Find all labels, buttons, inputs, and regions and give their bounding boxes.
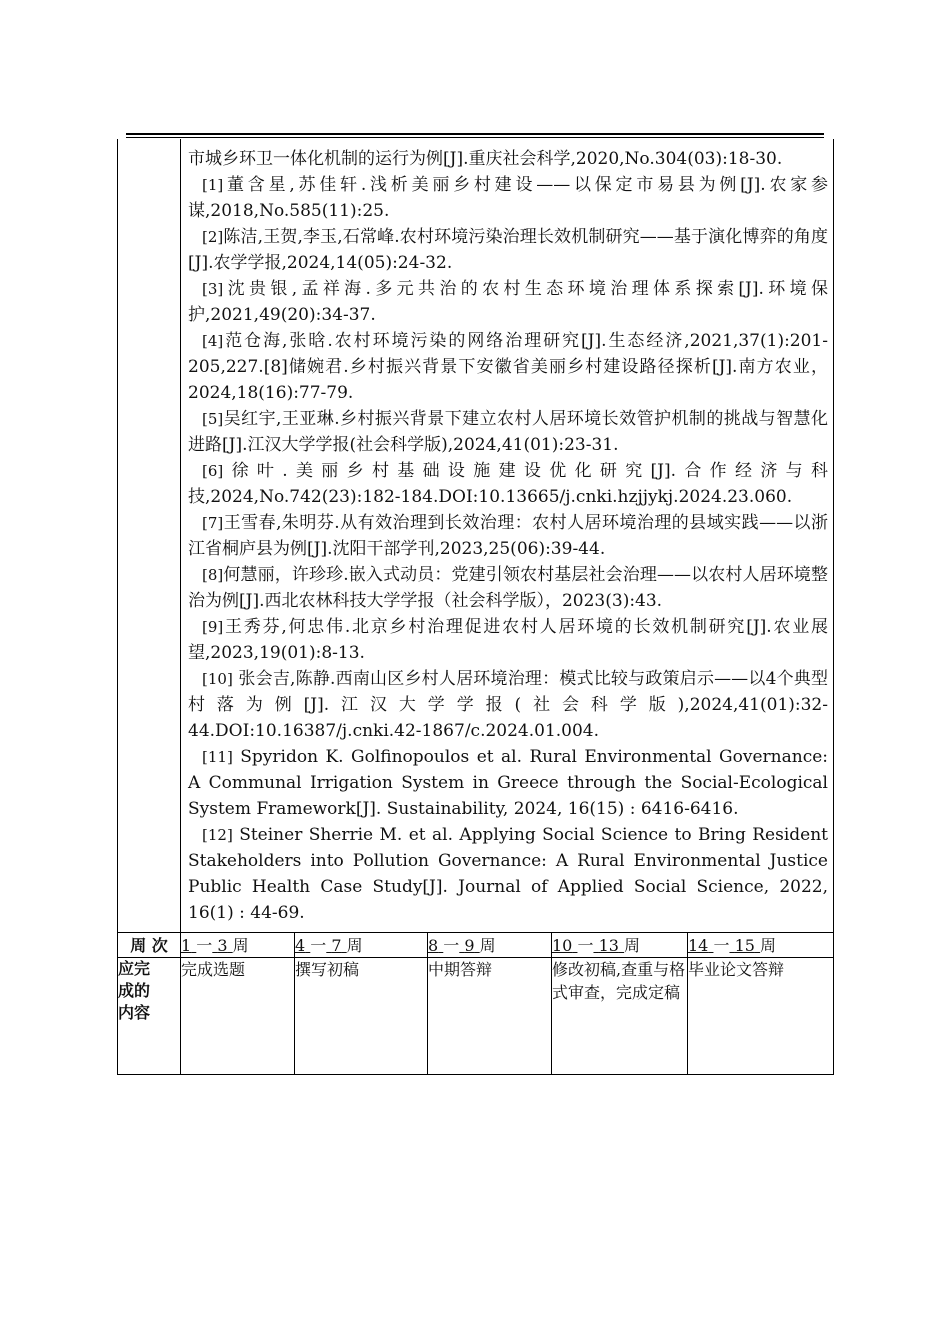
- reference-item: [2]陈洁,王贺,李玉,石常峰.农村环境污染治理长效机制研究——基于演化博弈的角度[J].农学学报,2024,14(05):24-32.: [188, 227, 828, 273]
- week-range-4: 10 一 13 周: [552, 933, 688, 958]
- reference-item: [11] Spyridon K. Golfinopoulos et al. Rural Environmental Governance: A Communal Irrigation System in Greece through the Social‑Ecological System Framework[J]. Sustainability, 2024, 16(15) : 6416-6416.: [188, 747, 828, 819]
- week-range-5: 14 一 15 周: [688, 933, 834, 958]
- content-label: 应完成的内容: [118, 958, 181, 1075]
- week-range-1: 1 一 3 周: [181, 933, 295, 958]
- reference-item: [5]吴红宇,王亚琳.乡村振兴背景下建立农村人居环境长效管护机制的挑战与智慧化进路[J].江汉大学学报(社会科学版),2024,41(01):23-31.: [188, 409, 828, 455]
- reference-list: [181, 139, 833, 932]
- task-cell-2: 撰写初稿: [295, 958, 428, 1075]
- week-range-2: 4 一 7 周: [295, 933, 428, 958]
- reference-item: [9]王秀芬,何忠伟.北京乡村治理促进农村人居环境的长效机制研究[J].农业展望,2023,19(01):8-13.: [188, 617, 828, 663]
- task-cell-3: 中期答辩: [428, 958, 552, 1075]
- reference-item: [12] Steiner Sherrie M. et al. Applying Social Science to Bring Resident Stakeholders into Pollution Governance: A Rural Environmental Justice Public Health Case Study[J]. Journal of Applied Social Science, 2022, 16(1) : 44-69.: [188, 825, 829, 923]
- task-cell-4: 修改初稿,查重与格式审查，完成定稿: [552, 958, 688, 1075]
- week-row: [118, 933, 834, 958]
- top-rule-thin: [126, 137, 824, 138]
- reference-item: [3]沈贵银,孟祥海.多元共治的农村生态环境治理体系探索[J].环境保护,2021,49(20):34-37.: [188, 279, 828, 325]
- content-row: [118, 958, 834, 1075]
- references-row: [118, 139, 834, 933]
- reference-item: [6]徐叶.美丽乡村基础设施建设优化研究[J].合作经济与科技,2024,No.742(23):182-184.DOI:10.13665/j.cnki.hzjjykj.2024.23.060.: [188, 461, 828, 507]
- references-label-cell: [118, 139, 181, 933]
- task-form-table: [117, 139, 834, 1075]
- references-cell: [181, 139, 834, 933]
- week-label: 周 次: [118, 933, 181, 958]
- reference-item: [8]何慧丽，许珍珍.嵌入式动员：党建引领农村基层社会治理——以农村人居环境整治为例[J].西北农林科技大学学报（社会科学版），2023(3):43.: [188, 565, 828, 611]
- reference-item: [4]范仓海,张晗.农村环境污染的网络治理研究[J].生态经济,2021,37(1):201-205,227.[8]储婉君.乡村振兴背景下安徽省美丽乡村建设路径探析[J].南方农业，2024,18(16):77-79.: [188, 331, 828, 403]
- task-cell-5: 毕业论文答辩: [688, 958, 834, 1075]
- week-range-3: 8 一 9 周: [428, 933, 552, 958]
- task-cell-1: 完成选题: [181, 958, 295, 1075]
- reference-item: [10] 张会吉,陈静.西南山区乡村人居环境治理：模式比较与政策启示——以4个典型村落为例[J].江汉大学学报(社会科学版),2024,41(01):32-44.DOI:10.16387/j.cnki.42-1867/c.2024.01.004.: [188, 669, 828, 741]
- top-rule: [126, 133, 824, 135]
- reference-item: [1]董含星,苏佳轩.浅析美丽乡村建设——以保定市易县为例[J].农家参谋,2018,No.585(11):25.: [188, 175, 828, 221]
- reference-item: 市城乡环卫一体化机制的运行为例[J].重庆社会科学,2020,No.304(03):18-30.: [188, 149, 783, 169]
- reference-item: [7]王雪春,朱明芬.从有效治理到长效治理：农村人居环境治理的县域实践——以浙江省桐庐县为例[J].沈阳干部学刊,2023,25(06):39-44.: [188, 513, 828, 559]
